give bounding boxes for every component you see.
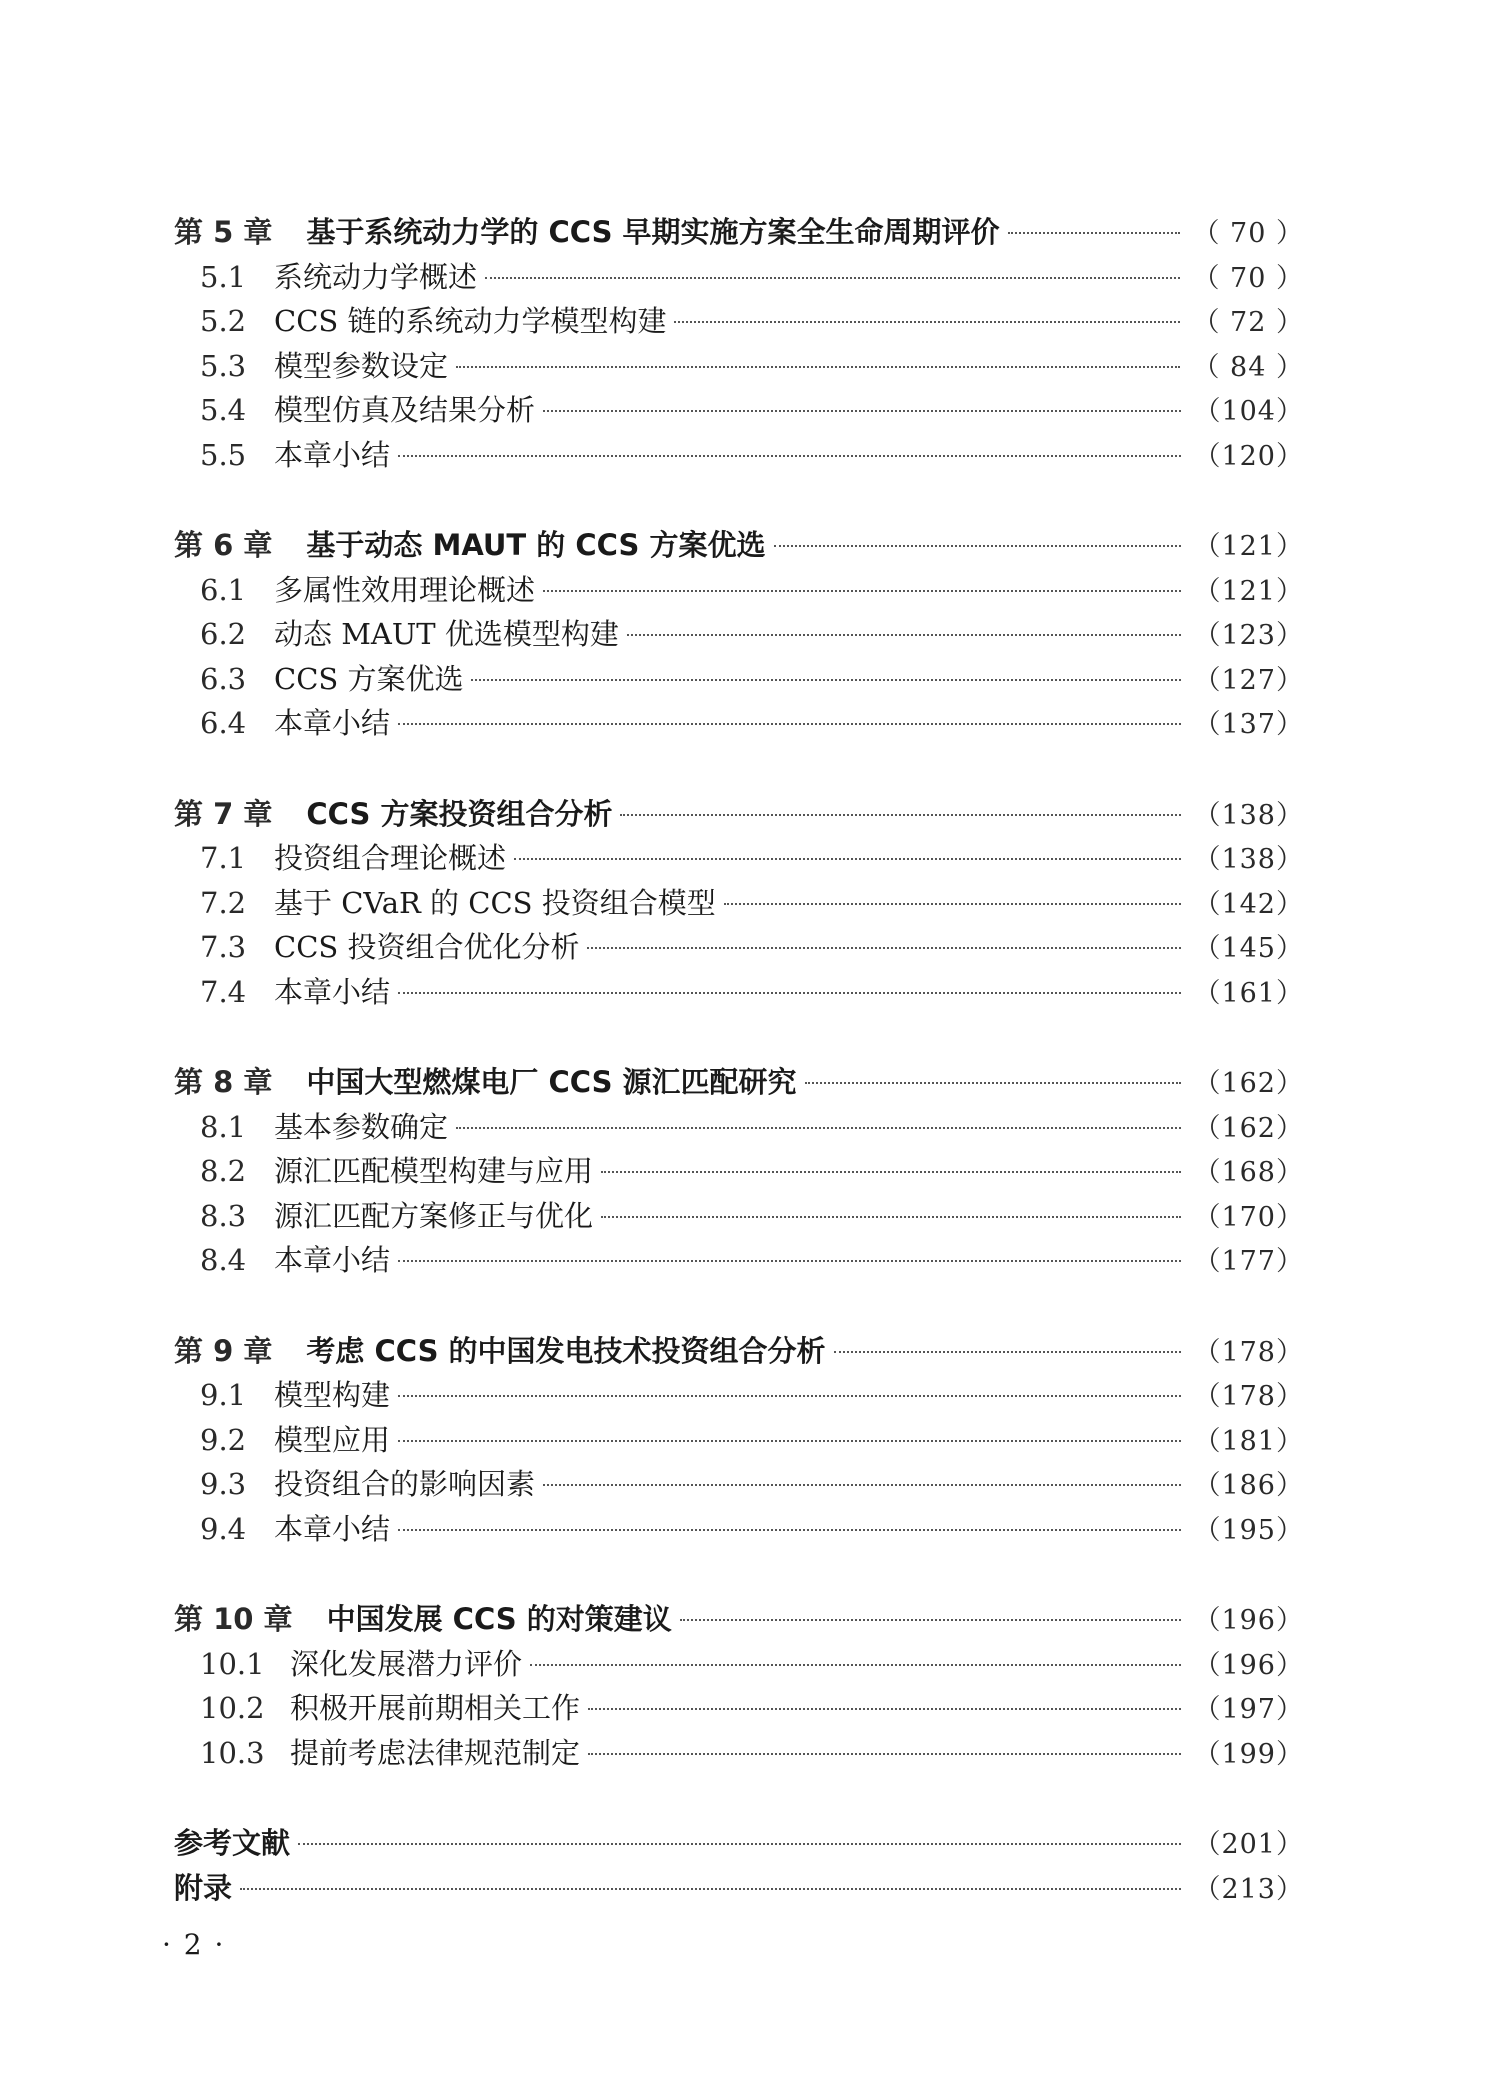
entry-title: 本章小结 — [274, 1243, 391, 1277]
section-entry[interactable] — [174, 1105, 1304, 1150]
entry-title: 考虑 CCS 的中国发电技术投资组合分析 — [306, 1333, 826, 1368]
entry-title: 模型参数设定 — [274, 348, 449, 383]
dot-leader — [627, 634, 1182, 636]
entry-title: 基于动态 MAUT 的 CCS 方案优选 — [306, 528, 766, 562]
entry-page-number: （145） — [1193, 933, 1304, 964]
entry-number: 6.3 — [200, 661, 247, 696]
entry-title: CCS 方案优选 — [274, 661, 464, 696]
section-entry[interactable] — [174, 433, 1304, 478]
dot-leader — [398, 1395, 1181, 1397]
chapter-group — [174, 523, 1304, 746]
dot-leader — [674, 321, 1180, 323]
entry-number: 第 5 章 — [174, 215, 273, 249]
entry-page-number: （178） — [1193, 1336, 1304, 1368]
dot-leader — [543, 590, 1181, 592]
section-entry[interactable] — [174, 657, 1304, 702]
dot-leader — [485, 277, 1180, 279]
dot-leader — [514, 858, 1181, 860]
section-entry[interactable] — [174, 836, 1304, 881]
section-entry[interactable] — [174, 1686, 1304, 1731]
section-entry[interactable] — [174, 701, 1304, 746]
entry-number: 8.3 — [200, 1198, 247, 1233]
entry-title: 本章小结 — [274, 706, 391, 740]
entry-number: 8.4 — [200, 1243, 247, 1277]
entry-title: CCS 投资组合优化分析 — [274, 930, 580, 964]
entry-title: CCS 方案投资组合分析 — [306, 796, 613, 831]
entry-page-number: （123） — [1193, 620, 1304, 651]
dot-leader — [601, 1216, 1181, 1218]
section-entry[interactable] — [174, 970, 1304, 1015]
entry-page-number: （138） — [1193, 799, 1304, 831]
entry-number: 9.1 — [200, 1378, 247, 1412]
dot-leader — [805, 1082, 1182, 1084]
entry-title: 系统动力学概述 — [274, 259, 478, 294]
entry-page-number: （186） — [1193, 1470, 1304, 1501]
dot-leader — [680, 1619, 1182, 1621]
entry-number: 8.2 — [200, 1154, 247, 1188]
entry-number: 6.2 — [200, 617, 247, 651]
entry-number: 5.1 — [200, 259, 247, 294]
entry-page-number: （121） — [1193, 531, 1304, 562]
dot-leader — [530, 1664, 1181, 1666]
entry-page-number: （104） — [1193, 396, 1304, 427]
entry-title: 动态 MAUT 优选模型构建 — [274, 617, 619, 651]
entry-number: 7.3 — [200, 930, 247, 964]
entry-number: 6.4 — [200, 706, 247, 740]
entry-page-number: （201） — [1193, 1829, 1304, 1860]
dot-leader — [588, 1708, 1181, 1710]
dot-leader — [834, 1351, 1182, 1353]
dot-leader — [601, 1171, 1181, 1173]
dot-leader — [398, 723, 1181, 725]
entry-number: 9.4 — [200, 1511, 247, 1546]
section-entry[interactable] — [174, 881, 1304, 926]
entry-title: 深化发展潜力评价 — [290, 1646, 523, 1681]
entry-number: 6.1 — [200, 572, 247, 607]
section-entry[interactable] — [174, 1194, 1304, 1239]
section-entry[interactable] — [174, 344, 1304, 389]
entry-page-number: （138） — [1193, 844, 1304, 875]
entry-page-number: （195） — [1193, 1514, 1304, 1546]
entry-page-number: （ 70 ） — [1192, 262, 1304, 294]
dot-leader — [471, 679, 1181, 681]
entry-title: 投资组合理论概述 — [274, 841, 507, 875]
dot-leader — [588, 1753, 1181, 1755]
chapter-group — [174, 210, 1304, 477]
section-entry[interactable] — [174, 1731, 1304, 1776]
entry-number: 第 7 章 — [174, 796, 273, 831]
dot-leader — [398, 455, 1181, 457]
chapter-heading[interactable] — [174, 210, 1304, 255]
section-entry[interactable] — [174, 925, 1304, 970]
chapter-group — [174, 792, 1304, 1015]
section-entry[interactable] — [174, 1418, 1304, 1463]
entry-page-number: （137） — [1193, 709, 1304, 740]
entry-number: 10.2 — [200, 1691, 265, 1725]
entry-title: 模型构建 — [274, 1378, 391, 1412]
entry-title: CCS 链的系统动力学模型构建 — [274, 304, 667, 338]
back-matter-entry[interactable] — [174, 1866, 1304, 1911]
entry-page-number: （196） — [1193, 1649, 1304, 1681]
entry-number: 8.1 — [200, 1109, 247, 1144]
section-entry[interactable] — [174, 1462, 1304, 1507]
chapter-group — [174, 1329, 1304, 1552]
back-matter-list — [174, 1821, 1304, 1910]
dot-leader — [298, 1843, 1181, 1845]
chapter-heading[interactable] — [174, 1597, 1304, 1642]
entry-title: 附录 — [174, 1870, 233, 1905]
entry-title: 积极开展前期相关工作 — [290, 1691, 581, 1725]
entry-title: 模型仿真及结果分析 — [274, 393, 536, 427]
section-entry[interactable] — [174, 255, 1304, 300]
entry-number: 第 10 章 — [174, 1602, 293, 1636]
chapter-group — [174, 1060, 1304, 1283]
entry-number: 5.5 — [200, 437, 247, 472]
entry-number: 第 9 章 — [174, 1333, 273, 1368]
table-of-contents — [174, 210, 1304, 1910]
dot-leader — [620, 814, 1181, 816]
entry-title: 源汇匹配模型构建与应用 — [274, 1154, 594, 1188]
dot-leader — [240, 1888, 1181, 1890]
entry-page-number: （197） — [1193, 1694, 1304, 1725]
entry-title: 基于系统动力学的 CCS 早期实施方案全生命周期评价 — [306, 215, 1000, 249]
entry-number: 7.1 — [200, 841, 247, 875]
dot-leader — [1008, 232, 1181, 234]
entry-number: 第 6 章 — [174, 528, 273, 562]
section-entry[interactable] — [174, 1373, 1304, 1418]
chapter-group — [174, 1597, 1304, 1775]
dot-leader — [543, 1484, 1181, 1486]
entry-title: 本章小结 — [274, 974, 391, 1009]
dot-leader — [398, 1260, 1181, 1262]
entry-title: 本章小结 — [274, 437, 391, 472]
dot-leader — [724, 903, 1182, 905]
entry-page-number: （213） — [1193, 1873, 1304, 1905]
entry-number: 10.1 — [200, 1646, 265, 1681]
entry-page-number: （120） — [1193, 440, 1304, 472]
section-entry[interactable] — [174, 1238, 1304, 1283]
entry-number: 9.2 — [200, 1422, 247, 1457]
entry-number: 5.2 — [200, 304, 247, 338]
dot-leader — [398, 1529, 1181, 1531]
entry-page-number: （168） — [1193, 1157, 1304, 1188]
entry-title: 模型应用 — [274, 1422, 391, 1457]
entry-title: 源汇匹配方案修正与优化 — [274, 1198, 594, 1233]
entry-page-number: （161） — [1193, 977, 1304, 1009]
section-entry[interactable] — [174, 1149, 1304, 1194]
entry-title: 投资组合的影响因素 — [274, 1467, 536, 1501]
entry-page-number: （181） — [1193, 1425, 1304, 1457]
chapter-heading[interactable] — [174, 523, 1304, 568]
back-matter-entry[interactable] — [174, 1821, 1304, 1866]
entry-number: 10.3 — [200, 1735, 265, 1770]
chapter-heading[interactable] — [174, 792, 1304, 837]
entry-page-number: （142） — [1193, 888, 1304, 920]
section-entry[interactable] — [174, 299, 1304, 344]
entry-page-number: （ 84 ） — [1192, 351, 1304, 383]
entry-number: 9.3 — [200, 1467, 247, 1501]
entry-number: 5.4 — [200, 393, 247, 427]
entry-title: 多属性效用理论概述 — [274, 572, 536, 607]
entry-page-number: （170） — [1193, 1201, 1304, 1233]
entry-page-number: （199） — [1193, 1738, 1304, 1770]
entry-page-number: （162） — [1193, 1112, 1304, 1144]
chapter-heading[interactable] — [174, 1060, 1304, 1105]
entry-title: 本章小结 — [274, 1511, 391, 1546]
dot-leader — [774, 545, 1182, 547]
dot-leader — [398, 1440, 1181, 1442]
page-number: · 2 · — [162, 1928, 226, 1961]
entry-title: 参考文献 — [174, 1826, 291, 1860]
entry-page-number: （121） — [1193, 575, 1304, 607]
dot-leader — [543, 410, 1181, 412]
section-entry[interactable] — [174, 1507, 1304, 1552]
entry-number: 7.4 — [200, 974, 247, 1009]
entry-title: 基本参数确定 — [274, 1109, 449, 1144]
chapter-list — [174, 210, 1304, 1775]
entry-page-number: （177） — [1193, 1246, 1304, 1277]
entry-number: 7.2 — [200, 885, 247, 920]
dot-leader — [456, 1127, 1181, 1129]
entry-title: 基于 CVaR 的 CCS 投资组合模型 — [274, 885, 716, 920]
section-entry[interactable] — [174, 1642, 1304, 1687]
entry-title: 中国大型燃煤电厂 CCS 源汇匹配研究 — [306, 1065, 797, 1099]
entry-title: 提前考虑法律规范制定 — [290, 1735, 581, 1770]
entry-number: 5.3 — [200, 348, 247, 383]
entry-page-number: （162） — [1193, 1068, 1304, 1099]
dot-leader — [398, 992, 1181, 994]
section-entry[interactable] — [174, 612, 1304, 657]
entry-page-number: （ 72 ） — [1192, 307, 1304, 338]
entry-page-number: （127） — [1193, 664, 1304, 696]
entry-page-number: （ 70 ） — [1192, 218, 1304, 249]
section-entry[interactable] — [174, 388, 1304, 433]
section-entry[interactable] — [174, 568, 1304, 613]
entry-title: 中国发展 CCS 的对策建议 — [326, 1602, 672, 1636]
dot-leader — [456, 366, 1180, 368]
dot-leader — [587, 947, 1181, 949]
entry-page-number: （196） — [1193, 1605, 1304, 1636]
entry-number: 第 8 章 — [174, 1065, 273, 1099]
chapter-heading[interactable] — [174, 1329, 1304, 1374]
entry-page-number: （178） — [1193, 1381, 1304, 1412]
